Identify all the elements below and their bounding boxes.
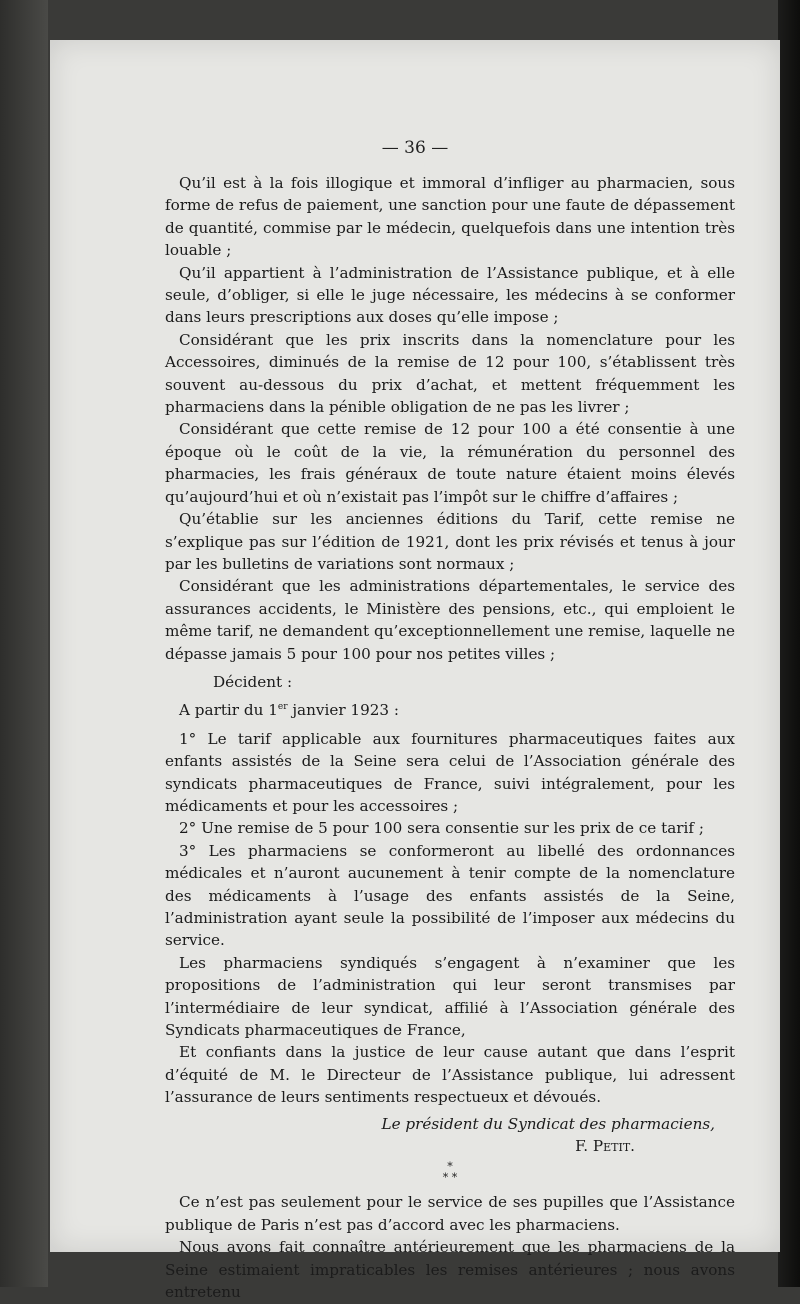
- decision-heading: Décident :: [213, 672, 293, 691]
- signature-title: Le président du Syndicat des pharmaciens,: [381, 1114, 715, 1133]
- paragraph: Considérant que cette remise de 12 pour 100 a été consentie à une époque où le coût de la vie, la rémunération du personnel des pharmacies, les frais généraux de toute nature étaient moins élevés qu’aujourd’hui et où n’existait pas l’impôt sur le chiffre d’affaires ;: [165, 420, 735, 506]
- paragraph: Qu’il appartient à l’administration de l’Assistance publique, et à elle seule, d’obliger, si elle le juge nécessaire, les médecins à se conformer dans leurs prescriptions aux doses qu’elle impose ;: [165, 263, 735, 327]
- document-page: [50, 40, 780, 1302]
- closing-paragraph: Les pharmaciens syndiqués s’engagent à n’examiner que les propositions de l’administration qui leur seront transmises par l’intermédiaire de leur syndicat, affilié à l’Association générale des Syndicats pharmaceutiques de France,: [165, 953, 735, 1040]
- decision-item: 2° Une remise de 5 pour 100 sera consentie sur les prix de ce tarif ;: [179, 819, 704, 838]
- page-number: — 36 —: [381, 138, 449, 158]
- date-suffix: janvier 1923 :: [287, 701, 399, 720]
- asterism-top: *: [447, 1160, 453, 1174]
- effective-date: [165, 699, 735, 721]
- scan-right-edge: [778, 0, 800, 1287]
- decision-item: 1° Le tarif applicable aux fournitures pharmaceutiques faites aux enfants assistés de la Seine sera celui de l’Association générale des syndicats pharmaceutiques de France, suivi intégralement, pour les médicaments et pour les accessoires ;: [165, 729, 735, 815]
- asterism: [165, 1161, 735, 1183]
- date-prefix: A partir du 1: [179, 701, 278, 720]
- paragraph: Ce n’est pas seulement pour le service de ses pupilles que l’Assistance publique de Paris n’est pas d’accord avec les pharmaciens.: [165, 1193, 735, 1234]
- date-superscript: er: [277, 702, 288, 713]
- scan-left-margin: [0, 0, 48, 1287]
- paragraph: Considérant que les administrations départementales, le service des assurances accidents, le Ministère des pensions, etc., qui emploient le même tarif, ne demandent qu’exceptionnellement une remise, laquelle ne dépasse jamais 5 pour 100 pour nos petites villes ;: [165, 577, 735, 663]
- signature-name: F. Petit.: [575, 1137, 635, 1156]
- closing-paragraph: Et confiants dans la justice de leur cause autant que dans l’esprit d’équité de M. le Directeur de l’Assistance publique, lui adressent l’assurance de leurs sentiments respectueux et dévoués.: [165, 1043, 735, 1107]
- page-content: [165, 172, 735, 1304]
- asterism-bottom: * *: [442, 1171, 458, 1185]
- paragraph: Qu’établie sur les anciennes éditions du Tarif, cette remise ne s’explique pas sur l’édition de 1921, dont les prix révisés et tenus à jour par les bulletins de variations sont normaux ;: [165, 510, 735, 573]
- paragraph: Considérant que les prix inscrits dans la nomenclature pour les Accessoires, diminués de la remise de 12 pour 100, s’établissent très souvent au-dessous du prix d’achat, et mettent fréquemment les pharmaciens dans la pénible obligation de ne pas les livrer ;: [165, 330, 735, 417]
- decision-item: 3° Les pharmaciens se conformeront au libellé des ordonnances médicales et n’auront aucunement à tenir compte de la nomenclature des médicaments à l’usage des enfants assistés de la Seine, l’administration ayant seule la possibilité de l’imposer aux médecins du service.: [165, 841, 735, 950]
- paragraph: Qu’il est à la fois illogique et immoral d’infliger au pharmacien, sous forme de refus de paiement, une sanction pour une faute de dépassement de quantité, commise par le médecin, quelquefois dans une intention très louable ;: [165, 174, 735, 260]
- paragraph: Nous avons fait connaître antérieurement que les pharmaciens de la Seine estimaient impraticables les remises antérieures ; nous avons entretenu: [165, 1238, 735, 1302]
